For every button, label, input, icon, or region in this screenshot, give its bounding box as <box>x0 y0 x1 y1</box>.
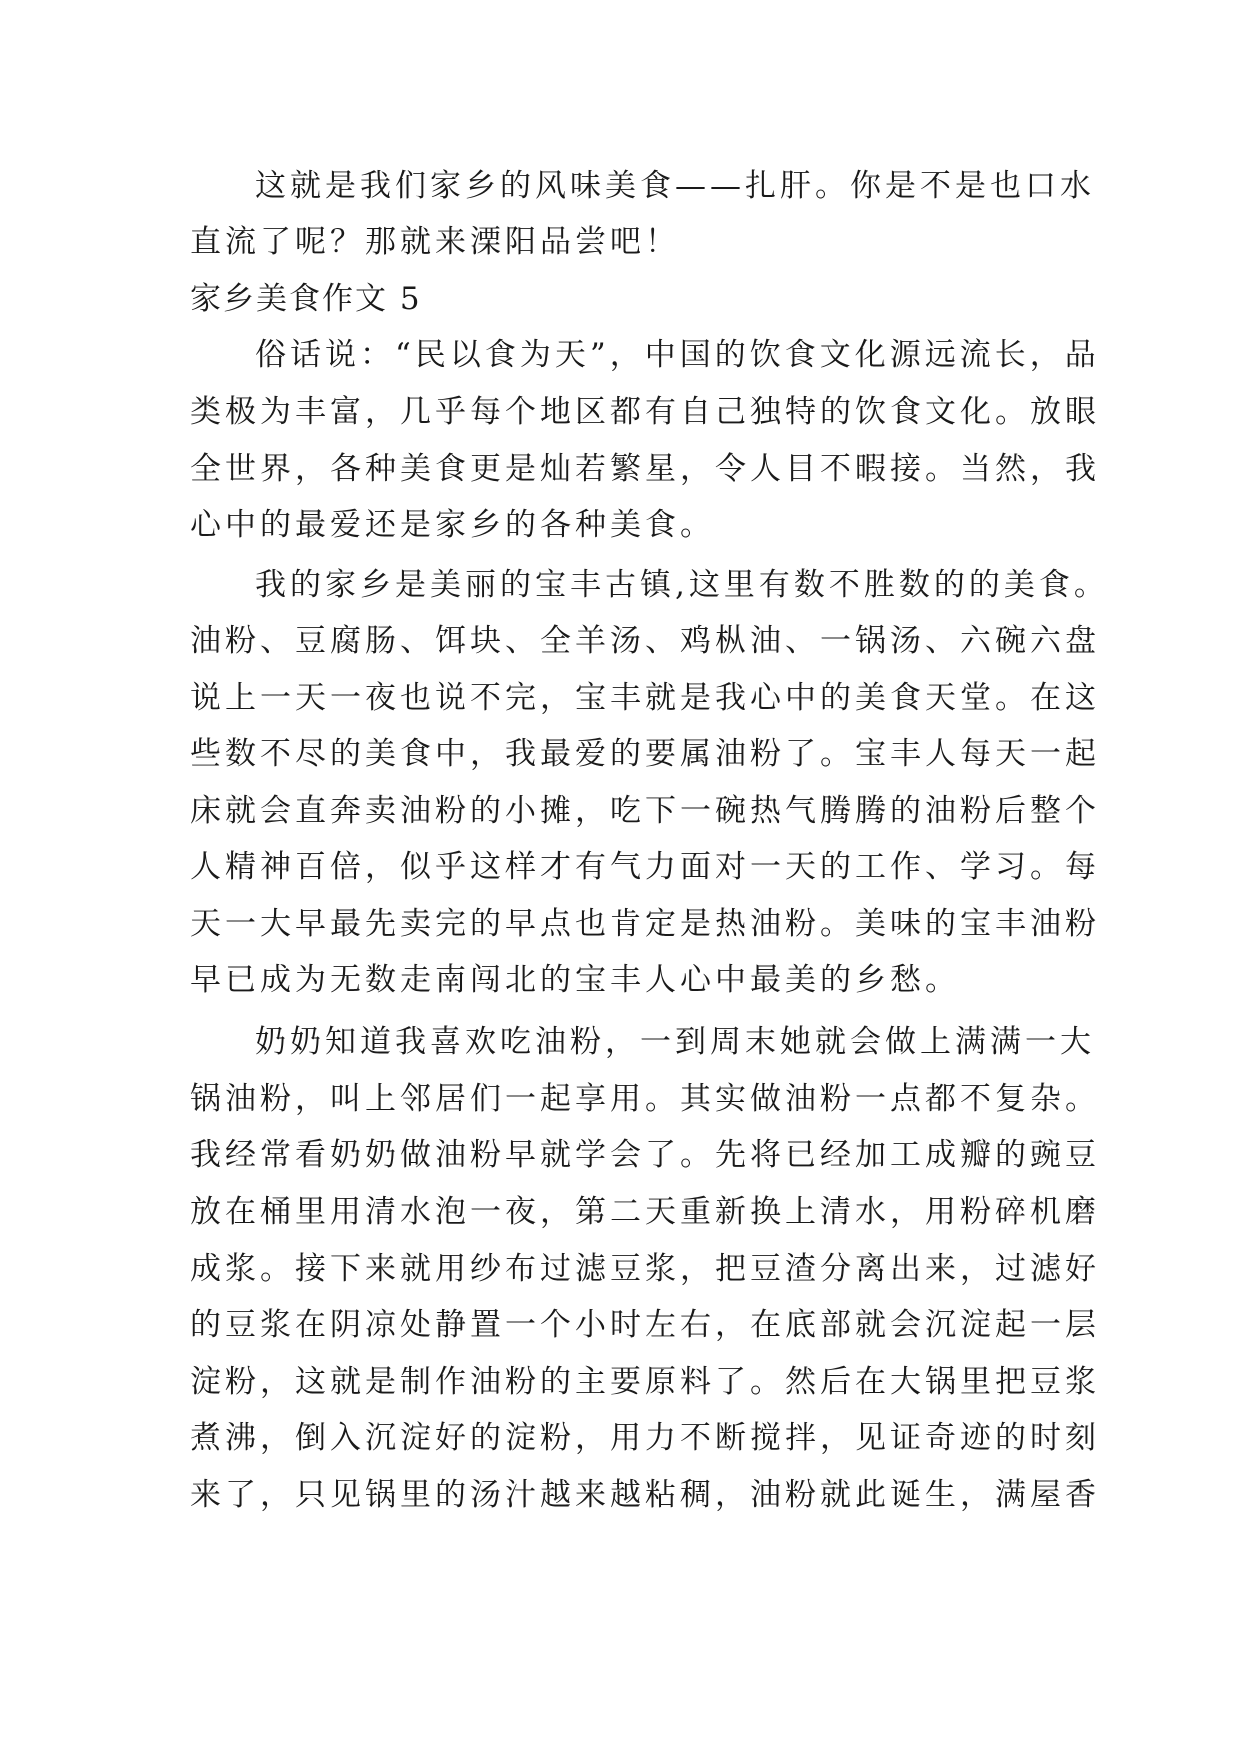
paragraph-line: 心中的最爱还是家乡的各种美食。 <box>190 507 715 543</box>
paragraph-line: 床就会直奔卖油粉的小摊，吃下一碗热气腾腾的油粉后整个 <box>190 793 1100 829</box>
paragraph-line: 成浆。接下来就用纱布过滤豆浆，把豆渣分离出来，过滤好 <box>190 1251 1100 1287</box>
paragraph-line: 来了，只见锅里的汤汁越来越粘稠，油粉就此诞生，满屋香 <box>190 1477 1100 1513</box>
paragraph-line: 油粉、豆腐肠、饵块、全羊汤、鸡枞油、一锅汤、六碗六盘 <box>190 623 1100 659</box>
paragraph-line: 类极为丰富，几乎每个地区都有自己独特的饮食文化。放眼 <box>190 394 1100 430</box>
paragraph-line: 全世界，各种美食更是灿若繁星，令人目不暇接。当然，我 <box>190 451 1100 487</box>
paragraph-line: 早已成为无数走南闯北的宝丰人心中最美的乡愁。 <box>190 962 960 998</box>
paragraph-line: 我的家乡是美丽的宝丰古镇,这里有数不胜数的的美食。 <box>255 567 1109 603</box>
paragraph-line: 淀粉，这就是制作油粉的主要原料了。然后在大锅里把豆浆 <box>190 1364 1100 1400</box>
paragraph-line: 放在桶里用清水泡一夜，第二天重新换上清水，用粉碎机磨 <box>190 1194 1100 1230</box>
paragraph-line: 些数不尽的美食中，我最爱的要属油粉了。宝丰人每天一起 <box>190 736 1100 772</box>
paragraph-line: 的豆浆在阴凉处静置一个小时左右，在底部就会沉淀起一层 <box>190 1307 1100 1343</box>
paragraph-line: 说上一天一夜也说不完，宝丰就是我心中的美食天堂。在这 <box>190 680 1100 716</box>
section-heading: 家乡美食作文 5 <box>190 281 422 317</box>
paragraph-line: 这就是我们家乡的风味美食——扎肝。你是不是也口水 <box>255 168 1095 204</box>
paragraph-line: 俗话说：“民以食为天”，中国的饮食文化源远流长，品 <box>255 337 1100 373</box>
paragraph-line: 奶奶知道我喜欢吃油粉，一到周末她就会做上满满一大 <box>255 1024 1095 1060</box>
paragraph-line: 天一大早最先卖完的早点也肯定是热油粉。美味的宝丰油粉 <box>190 906 1100 942</box>
paragraph-line: 煮沸，倒入沉淀好的淀粉，用力不断搅拌，见证奇迹的时刻 <box>190 1420 1100 1456</box>
paragraph-line: 我经常看奶奶做油粉早就学会了。先将已经加工成瓣的豌豆 <box>190 1137 1100 1173</box>
paragraph-line: 人精神百倍，似乎这样才有气力面对一天的工作、学习。每 <box>190 849 1100 885</box>
paragraph-line: 锅油粉，叫上邻居们一起享用。其实做油粉一点都不复杂。 <box>190 1081 1100 1117</box>
paragraph-line: 直流了呢？那就来溧阳品尝吧！ <box>190 224 680 260</box>
